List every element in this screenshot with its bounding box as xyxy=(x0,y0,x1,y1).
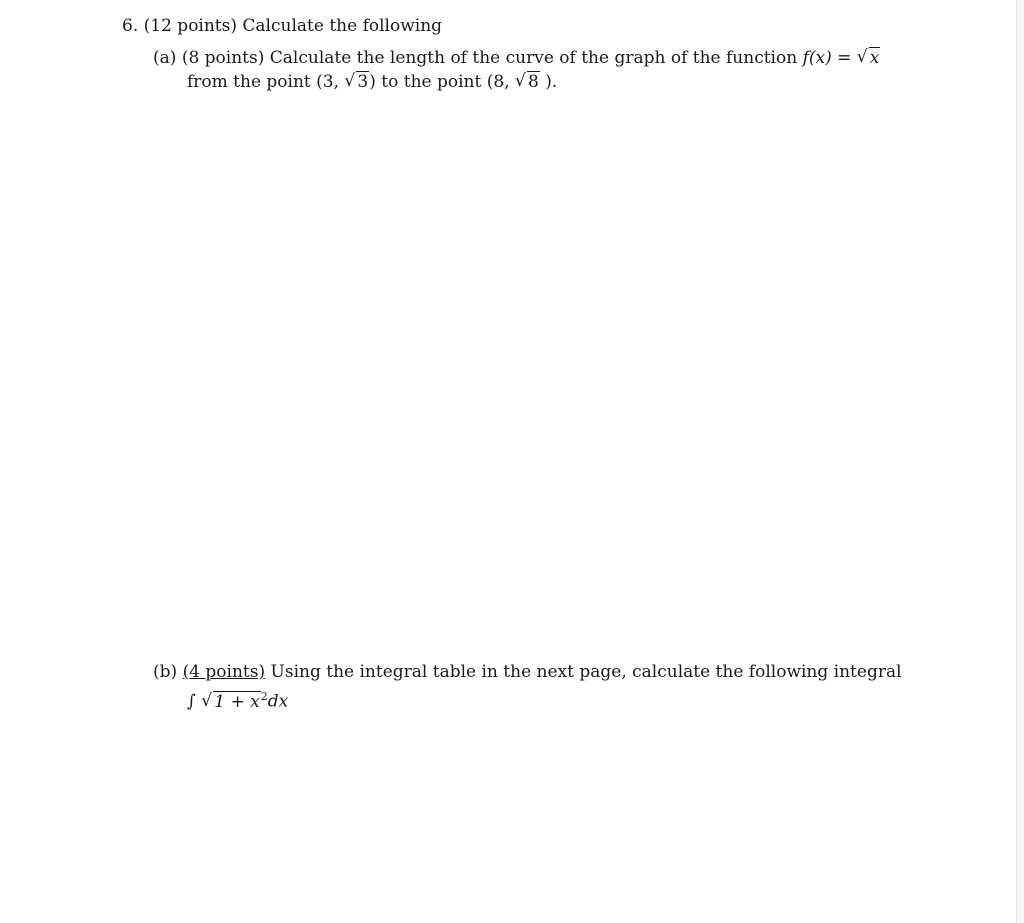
part-b-label: (b) xyxy=(153,662,178,682)
part-a-line2-start: from the point (3, xyxy=(187,72,345,92)
integrand-exponent: 2 xyxy=(260,690,268,703)
sqrt-integrand xyxy=(201,691,260,712)
sqrt-x xyxy=(857,47,881,68)
sqrt-8 xyxy=(515,71,540,92)
integral-sign: ∫ xyxy=(187,691,196,712)
sqrt-x-radicand: x xyxy=(869,48,880,68)
part-a-line2-end: ). xyxy=(539,72,558,92)
part-a-line1 xyxy=(153,47,880,68)
part-b-points: (4 points) xyxy=(182,662,266,682)
question-header xyxy=(122,16,442,36)
part-b-line1 xyxy=(153,662,902,682)
part-a-label: (a) xyxy=(153,48,177,68)
integrand-radicand: 1 + x xyxy=(214,691,260,712)
sqrt-3-radicand: 3 xyxy=(357,72,369,92)
question-number: 6. xyxy=(122,16,139,36)
part-a-line2-mid: ) to the point (8, xyxy=(369,72,515,92)
part-b-integral xyxy=(187,687,288,712)
part-b-text: Using the integral table in the next page, calculate the following integral xyxy=(270,662,902,682)
integral-differential: dx xyxy=(267,691,289,712)
part-a-line2 xyxy=(187,71,557,92)
part-a-text: Calculate the length of the curve of the graph of the function xyxy=(269,48,798,68)
page-edge xyxy=(1016,0,1024,923)
question-title: Calculate the following xyxy=(242,16,443,36)
function-expression: f(x) = xyxy=(802,48,857,68)
sqrt-8-radicand: 8 xyxy=(528,72,539,92)
question-points: (12 points) xyxy=(143,16,237,36)
part-a-points: (8 points) xyxy=(181,48,265,68)
sqrt-3 xyxy=(344,71,369,92)
